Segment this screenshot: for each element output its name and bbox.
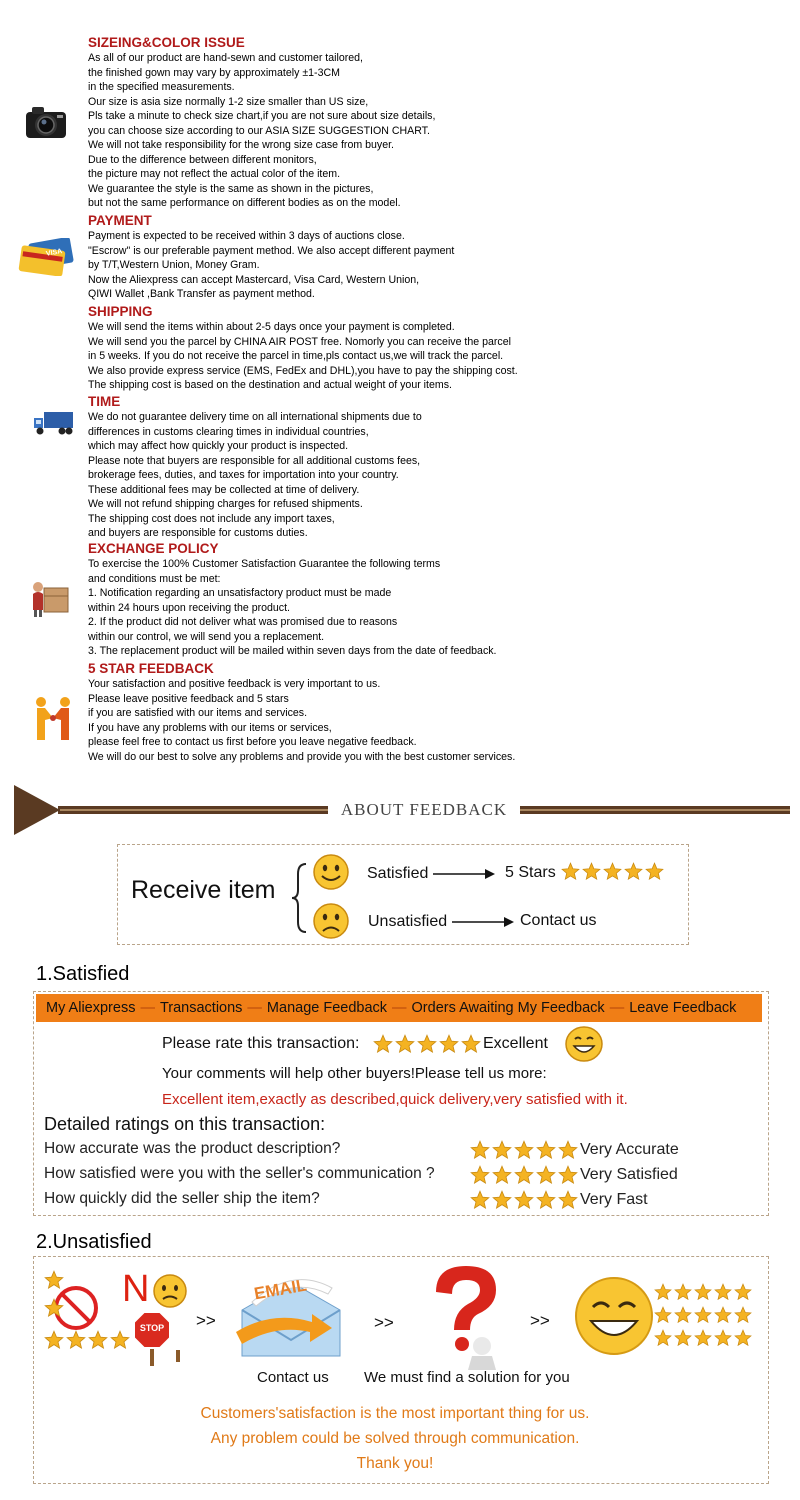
section-title: SHIPPING bbox=[88, 304, 153, 319]
section-shipping bbox=[88, 304, 788, 393]
arrow-3: >> bbox=[530, 1311, 550, 1330]
grin-face-icon bbox=[564, 1025, 604, 1063]
question-mark-icon bbox=[420, 1262, 510, 1370]
rate-prompt: Please rate this transaction: bbox=[162, 1035, 360, 1052]
section-line: We do not guarantee delivery time on all international shipments due to bbox=[88, 411, 422, 423]
star-icon bbox=[714, 1306, 732, 1324]
star-icon bbox=[492, 1165, 512, 1185]
svg-text:VISA: VISA bbox=[45, 248, 63, 258]
stars-grid bbox=[654, 1283, 800, 1347]
star-icon bbox=[654, 1283, 672, 1301]
star-icon bbox=[603, 862, 622, 881]
section-line: "Escrow" is our preferable payment method. We also accept different payment bbox=[88, 244, 455, 257]
star-icon bbox=[44, 1330, 64, 1350]
star-icon bbox=[66, 1330, 86, 1350]
star-icon bbox=[44, 1298, 64, 1318]
section-line: Our size is asia size normally 1-2 size smaller than US size, bbox=[88, 95, 369, 108]
comment-prompt: Your comments will help other buyers!Please tell us more: bbox=[162, 1065, 547, 1082]
star-icon bbox=[654, 1306, 672, 1324]
section-line: Now the Aliexpress can accept Mastercard, Visa Card, Western Union, bbox=[88, 273, 420, 286]
rating-question: How satisfied were you with the seller's communication ? bbox=[44, 1165, 435, 1182]
arrow-right-icon bbox=[452, 916, 514, 928]
star-icon bbox=[470, 1165, 490, 1185]
star-icon bbox=[558, 1190, 578, 1210]
star-icon bbox=[470, 1190, 490, 1210]
section-body bbox=[88, 557, 788, 659]
credit-card-icon bbox=[16, 238, 76, 276]
star-icon bbox=[439, 1034, 459, 1054]
stars-row bbox=[561, 862, 664, 881]
section-line: Due to the difference between different monitors, bbox=[88, 153, 317, 166]
rating-answer: Very Satisfied bbox=[580, 1166, 678, 1183]
nav-transactions[interactable]: Transactions bbox=[159, 1000, 243, 1016]
camera-icon bbox=[24, 104, 68, 140]
star-icon bbox=[694, 1306, 712, 1324]
star-icon bbox=[624, 862, 643, 881]
section-line: the picture may not reflect the actual color of the item. bbox=[88, 168, 341, 180]
email-label: EMAIL bbox=[252, 1275, 309, 1304]
star-icon bbox=[734, 1329, 752, 1347]
section-line: Your satisfaction and positive feedback is very important to us. bbox=[88, 678, 381, 690]
footer-line: Any problem could be solved through communication. bbox=[210, 1430, 580, 1447]
section-line: but not the same performance on different bodies as on the model. bbox=[88, 197, 401, 209]
section-title: SIZEING&COLOR ISSUE bbox=[88, 35, 245, 50]
happy-face-icon bbox=[312, 853, 350, 891]
section-line: if you are satisfied with our items and services. bbox=[88, 707, 308, 719]
section-line: Please note that buyers are responsible for all additional customs fees, bbox=[88, 454, 421, 467]
aliexpress-nav-bar bbox=[36, 994, 762, 1022]
section-line: The shipping cost is based on the destination and actual weight of your items. bbox=[88, 379, 452, 391]
star-icon bbox=[514, 1190, 534, 1210]
star-icon bbox=[694, 1283, 712, 1301]
star-icon bbox=[492, 1140, 512, 1160]
rating-answer: Very Accurate bbox=[580, 1141, 679, 1158]
section-line: We also provide express service (EMS, FedEx and DHL),you have to pay the shipping cost. bbox=[88, 364, 518, 377]
section-line: you can choose size according to our ASIA SIZE SUGGESTION CHART. bbox=[88, 124, 430, 137]
star-icon bbox=[514, 1140, 534, 1160]
section-title: TIME bbox=[88, 394, 121, 409]
stars-row bbox=[654, 1306, 752, 1324]
rating-question: How quickly did the seller ship the item? bbox=[44, 1190, 320, 1207]
section-line: 1. Notification regarding an unsatisfactory product must be made bbox=[88, 587, 392, 599]
arrow-2: >> bbox=[374, 1313, 394, 1332]
star-icon bbox=[645, 862, 664, 881]
nav-orders-awaiting[interactable]: Orders Awaiting My Feedback bbox=[411, 1000, 605, 1016]
star-icon bbox=[734, 1283, 752, 1301]
star-icon bbox=[674, 1329, 692, 1347]
arrow-1: >> bbox=[196, 1311, 216, 1330]
section-line: We will send you the parcel by CHINA AIR POST free. Nomorly you can receive the parcel bbox=[88, 335, 511, 348]
star-icon bbox=[558, 1165, 578, 1185]
stars-left bbox=[44, 1330, 130, 1350]
section-sizing bbox=[88, 35, 788, 211]
no-letter: N bbox=[122, 1268, 150, 1310]
star-icon bbox=[44, 1270, 64, 1290]
solution-caption: We must find a solution for you bbox=[364, 1369, 570, 1386]
section-exchange bbox=[88, 541, 788, 659]
stars-row bbox=[654, 1283, 752, 1301]
nav-manage-feedback[interactable]: Manage Feedback bbox=[266, 1000, 388, 1016]
section-line: and buyers are responsible for customs duties. bbox=[88, 527, 308, 539]
star-icon bbox=[461, 1034, 481, 1054]
section-line: QIWI Wallet ,Bank Transfer as payment method. bbox=[88, 288, 315, 300]
package-icon bbox=[30, 578, 72, 618]
rating-answer: Very Fast bbox=[580, 1191, 648, 1208]
handshake-icon bbox=[32, 696, 74, 742]
footer-line: Customers'satisfaction is the most important thing for us. bbox=[200, 1405, 590, 1422]
star-icon bbox=[714, 1329, 732, 1347]
section-line: within our control, we will send you a replacement. bbox=[88, 630, 325, 643]
section-body bbox=[88, 320, 788, 393]
worried-face-icon bbox=[151, 1273, 189, 1309]
stop-sign-icon bbox=[132, 1310, 172, 1366]
section-body bbox=[88, 677, 788, 764]
section-title: PAYMENT bbox=[88, 213, 152, 228]
receive-item-label: Receive item bbox=[131, 876, 276, 904]
section-line: differences in customs clearing times in individual countries, bbox=[88, 425, 369, 438]
rating-stars[interactable] bbox=[470, 1140, 578, 1160]
nav-separator: — bbox=[140, 1000, 155, 1016]
star-icon bbox=[110, 1330, 130, 1350]
section-title: EXCHANGE POLICY bbox=[88, 541, 219, 556]
rating-stars[interactable] bbox=[470, 1165, 578, 1185]
section-line: and conditions must be met: bbox=[88, 572, 221, 585]
star-icon bbox=[536, 1140, 556, 1160]
rating-question: How accurate was the product description? bbox=[44, 1140, 341, 1157]
section-line: in the specified measurements. bbox=[88, 81, 235, 93]
star-icon bbox=[558, 1140, 578, 1160]
nav-separator: — bbox=[609, 1000, 625, 1016]
star-icon bbox=[734, 1306, 752, 1324]
unsatisfied-heading: 2.Unsatisfied bbox=[36, 1231, 152, 1253]
section-line: To exercise the 100% Customer Satisfaction Guarantee the following terms bbox=[88, 558, 441, 570]
comment-text[interactable]: Excellent item,exactly as described,quick delivery,very satisfied with it. bbox=[162, 1091, 628, 1108]
contact-us-caption: Contact us bbox=[257, 1369, 329, 1386]
satisfied-heading: 1.Satisfied bbox=[36, 963, 130, 985]
star-icon bbox=[714, 1283, 732, 1301]
section-body bbox=[88, 229, 788, 302]
section-line: brokerage fees, duties, and taxes for importation into your country. bbox=[88, 469, 399, 481]
stars-row bbox=[654, 1329, 752, 1347]
star-icon bbox=[536, 1165, 556, 1185]
section-line: We will send the items within about 2-5 days once your payment is completed. bbox=[88, 321, 455, 333]
detailed-heading: Detailed ratings on this transaction: bbox=[44, 1114, 326, 1134]
section-line: We will do our best to solve any problems and provide you with the best customer services. bbox=[88, 750, 516, 763]
rate-value: Excellent bbox=[483, 1035, 548, 1052]
star-icon bbox=[582, 862, 601, 881]
section-line: 3. The replacement product will be mailed within seven days from the date of feedback. bbox=[88, 645, 497, 657]
nav-leave-feedback[interactable]: Leave Feedback bbox=[629, 1000, 737, 1016]
star-icon bbox=[470, 1140, 490, 1160]
section-line: The shipping cost does not include any import taxes, bbox=[88, 512, 335, 525]
divider-title: ABOUT FEEDBACK bbox=[328, 799, 520, 821]
star-icon bbox=[561, 862, 580, 881]
star-icon bbox=[88, 1330, 108, 1350]
big-smile-face-icon bbox=[573, 1275, 655, 1357]
stop-label: STOP bbox=[139, 1323, 165, 1333]
star-icon bbox=[373, 1034, 393, 1054]
sad-face-icon bbox=[312, 902, 350, 940]
star-icon bbox=[536, 1190, 556, 1210]
section-line: We will not take responsibility for the wrong size case from buyer. bbox=[88, 139, 394, 151]
truck-icon bbox=[32, 410, 74, 436]
star-icon bbox=[492, 1190, 512, 1210]
satisfied-label: Satisfied bbox=[367, 865, 429, 882]
section-body bbox=[88, 410, 788, 541]
star-icon bbox=[654, 1329, 672, 1347]
arrow-right-icon bbox=[433, 868, 495, 880]
section-line: in 5 weeks. If you do not receive the parcel in time,pls contact us,we will track the parcel. bbox=[88, 350, 504, 362]
contact-us-label: Contact us bbox=[520, 912, 597, 929]
star-icon bbox=[674, 1283, 692, 1301]
section-line: within 24 hours upon receiving the product. bbox=[88, 601, 290, 614]
rating-stars[interactable] bbox=[470, 1190, 578, 1210]
nav-my-aliexpress[interactable]: My Aliexpress bbox=[46, 1000, 136, 1016]
section-line: please feel free to contact us first before you leave negative feedback. bbox=[88, 736, 417, 748]
section-line: 2. If the product did not deliver what was promised due to reasons bbox=[88, 616, 398, 628]
section-line: Payment is expected to be received within 3 days of auctions close. bbox=[88, 230, 405, 242]
stars-column bbox=[44, 1270, 64, 1318]
section-line: These additional fees may be collected at time of delivery. bbox=[88, 483, 360, 496]
section-line: the finished gown may vary by approximately ±1-3CM bbox=[88, 66, 340, 79]
section-line: Please leave positive feedback and 5 stars bbox=[88, 692, 289, 705]
star-icon bbox=[395, 1034, 415, 1054]
brace-icon bbox=[290, 862, 308, 934]
section-line: As all of our product are hand-sewn and customer tailored, bbox=[88, 52, 363, 64]
section-line: Pls take a minute to check size chart,if you are not sure about size details, bbox=[88, 110, 436, 122]
section-line: We guarantee the style is the same as shown in the pictures, bbox=[88, 182, 374, 195]
section-title: 5 STAR FEEDBACK bbox=[88, 661, 214, 676]
star-icon bbox=[417, 1034, 437, 1054]
section-line: which may affect how quickly your product is inspected. bbox=[88, 440, 349, 452]
section-line: by T/T,Western Union, Money Gram. bbox=[88, 259, 260, 271]
nav-separator: — bbox=[392, 1000, 407, 1016]
section-feedback bbox=[88, 661, 788, 764]
star-icon bbox=[514, 1165, 534, 1185]
five-stars-label: 5 Stars bbox=[505, 864, 556, 881]
section-line: If you have any problems with our items or services, bbox=[88, 721, 332, 734]
rate-stars[interactable] bbox=[373, 1034, 481, 1054]
star-icon bbox=[674, 1306, 692, 1324]
unsatisfied-label: Unsatisfied bbox=[368, 913, 448, 930]
section-body bbox=[88, 51, 788, 211]
footer-line: Thank you! bbox=[356, 1455, 434, 1472]
star-icon bbox=[694, 1329, 712, 1347]
section-time bbox=[88, 394, 788, 541]
section-payment bbox=[88, 213, 788, 302]
nav-separator: — bbox=[247, 1000, 262, 1016]
section-line: We will not refund shipping charges for refused shipments. bbox=[88, 498, 363, 510]
